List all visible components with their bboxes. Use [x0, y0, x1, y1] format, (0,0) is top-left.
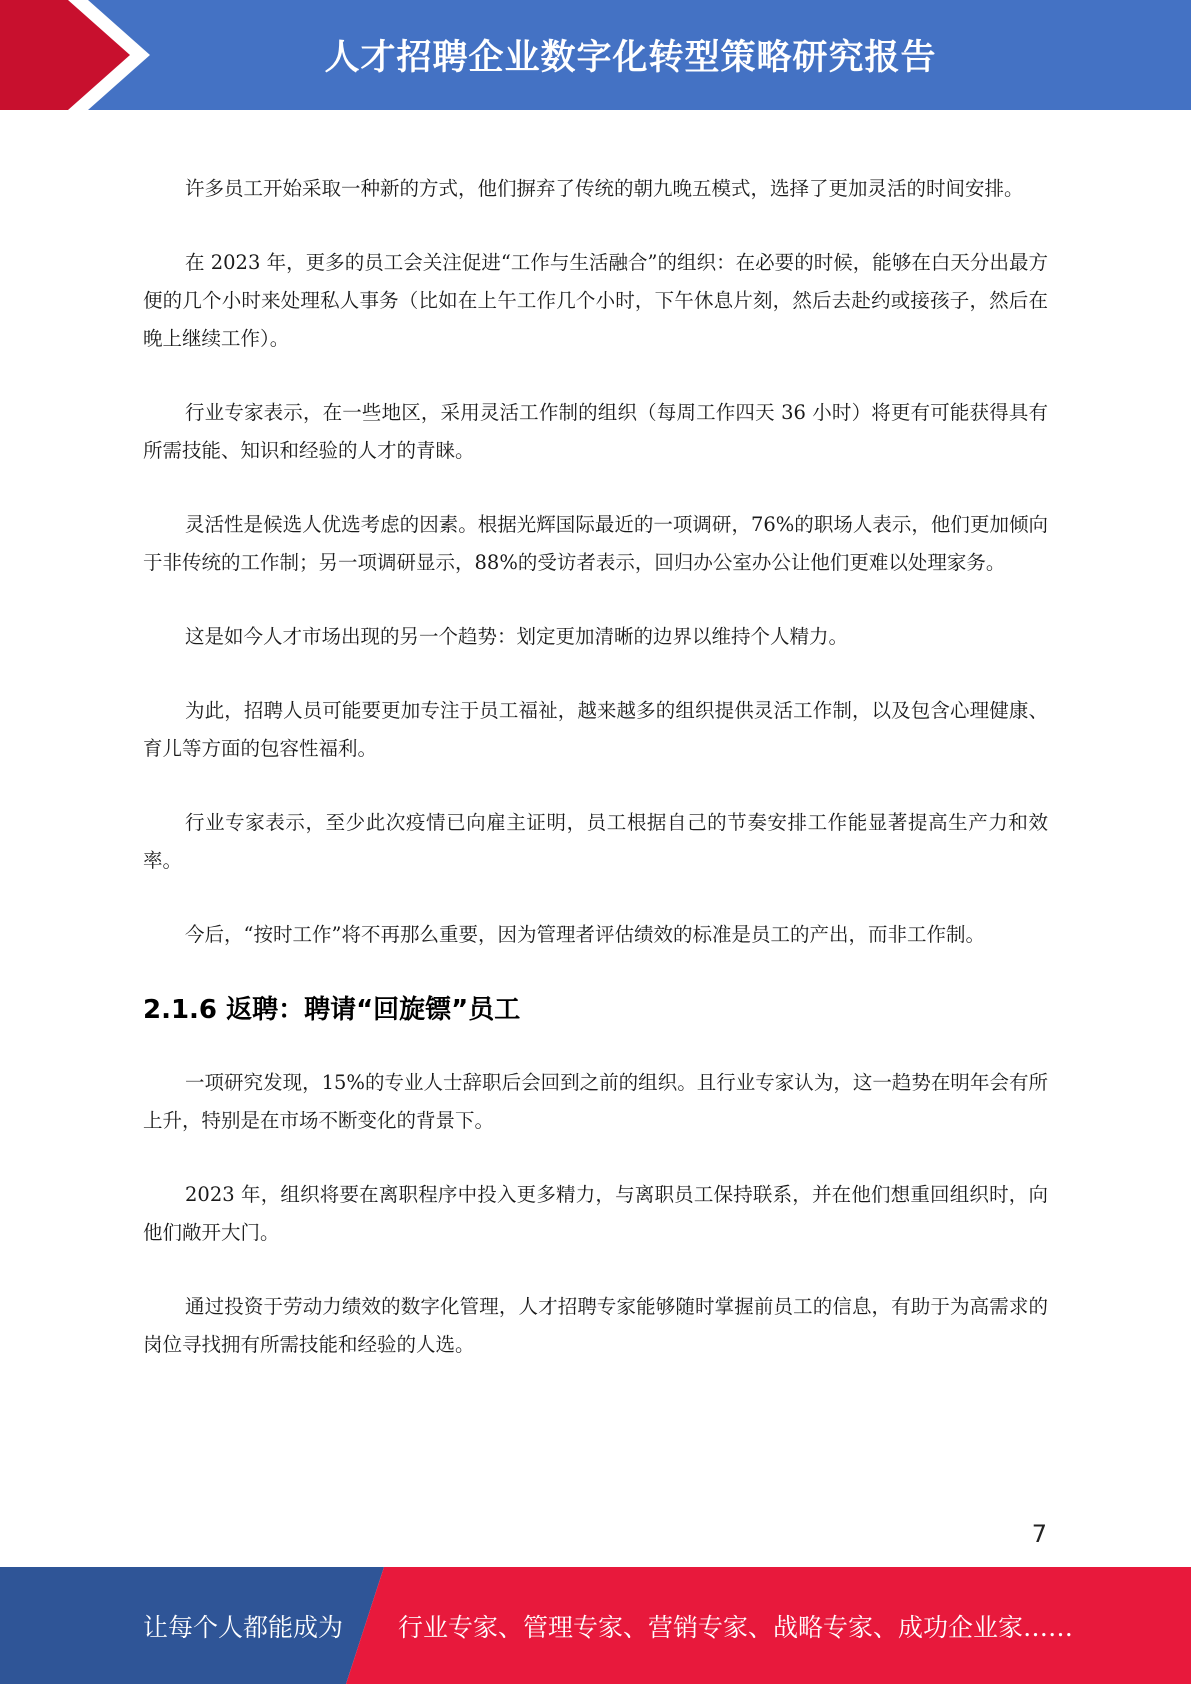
header-chevron-decoration: [0, 0, 160, 110]
footer-slogan-right: 行业专家、管理专家、营销专家、战略专家、成功企业家……: [398, 1612, 1074, 1642]
chevron-red-fill: [0, 0, 130, 110]
page-footer: [0, 1567, 1191, 1684]
paragraph: 这是如今人才市场出现的另一个趋势：划定更加清晰的边界以维持个人精力。: [185, 625, 849, 648]
paragraph: 今后，“按时工作”将不再那么重要，因为管理者评估绩效的标准是员工的产出，而非工作制。: [185, 923, 985, 946]
paragraph: 2023 年，组织将要在离职程序中投入更多精力，与离职员工保持联系，并在他们想重回组织时，向他们敞开大门。: [143, 1183, 1048, 1244]
section-heading: 2.1.6 返聘：聘请“回旋镖”员工: [143, 995, 521, 1025]
paragraph: 行业专家表示，在一些地区，采用灵活工作制的组织（每周工作四天 36 小时）将更有可能获得具有所需技能、知识和经验的人才的青睐。: [143, 401, 1048, 462]
page-header: [0, 0, 1191, 110]
page-content: [143, 170, 1048, 1400]
paragraph: 许多员工开始采取一种新的方式，他们摒弃了传统的朝九晚五模式，选择了更加灵活的时间安排。: [185, 177, 1024, 200]
page-number: 7: [1031, 1520, 1047, 1548]
paragraph: 行业专家表示，至少此次疫情已向雇主证明，员工根据自己的节奏安排工作能显著提高生产力和效率。: [143, 811, 1048, 872]
document-title: 人才招聘企业数字化转型策略研究报告: [324, 38, 937, 78]
paragraph: 灵活性是候选人优选考虑的因素。根据光辉国际最近的一项调研，76%的职场人表示，他们更加倾向于非传统的工作制；另一项调研显示，88%的受访者表示，回归办公室办公让他们更难以处理家务。: [143, 513, 1048, 574]
paragraph: 为此，招聘人员可能要更加专注于员工福祉，越来越多的组织提供灵活工作制，以及包含心理健康、育儿等方面的包容性福利。: [143, 699, 1048, 760]
footer-slogan-left: 让每个人都能成为: [143, 1612, 344, 1642]
paragraph: 一项研究发现，15%的专业人士辞职后会回到之前的组织。且行业专家认为，这一趋势在明年会有所上升，特别是在市场不断变化的背景下。: [143, 1071, 1048, 1132]
paragraph: 通过投资于劳动力绩效的数字化管理，人才招聘专家能够随时掌握前员工的信息，有助于为高需求的岗位寻找拥有所需技能和经验的人选。: [143, 1295, 1048, 1356]
paragraph: 在 2023 年，更多的员工会关注促进“工作与生活融合”的组织：在必要的时候，能够在白天分出最方便的几个小时来处理私人事务（比如在上午工作几个小时，下午休息片刻，然后去赴约或接孩子，然后在晚上继续工作）。: [143, 251, 1048, 350]
